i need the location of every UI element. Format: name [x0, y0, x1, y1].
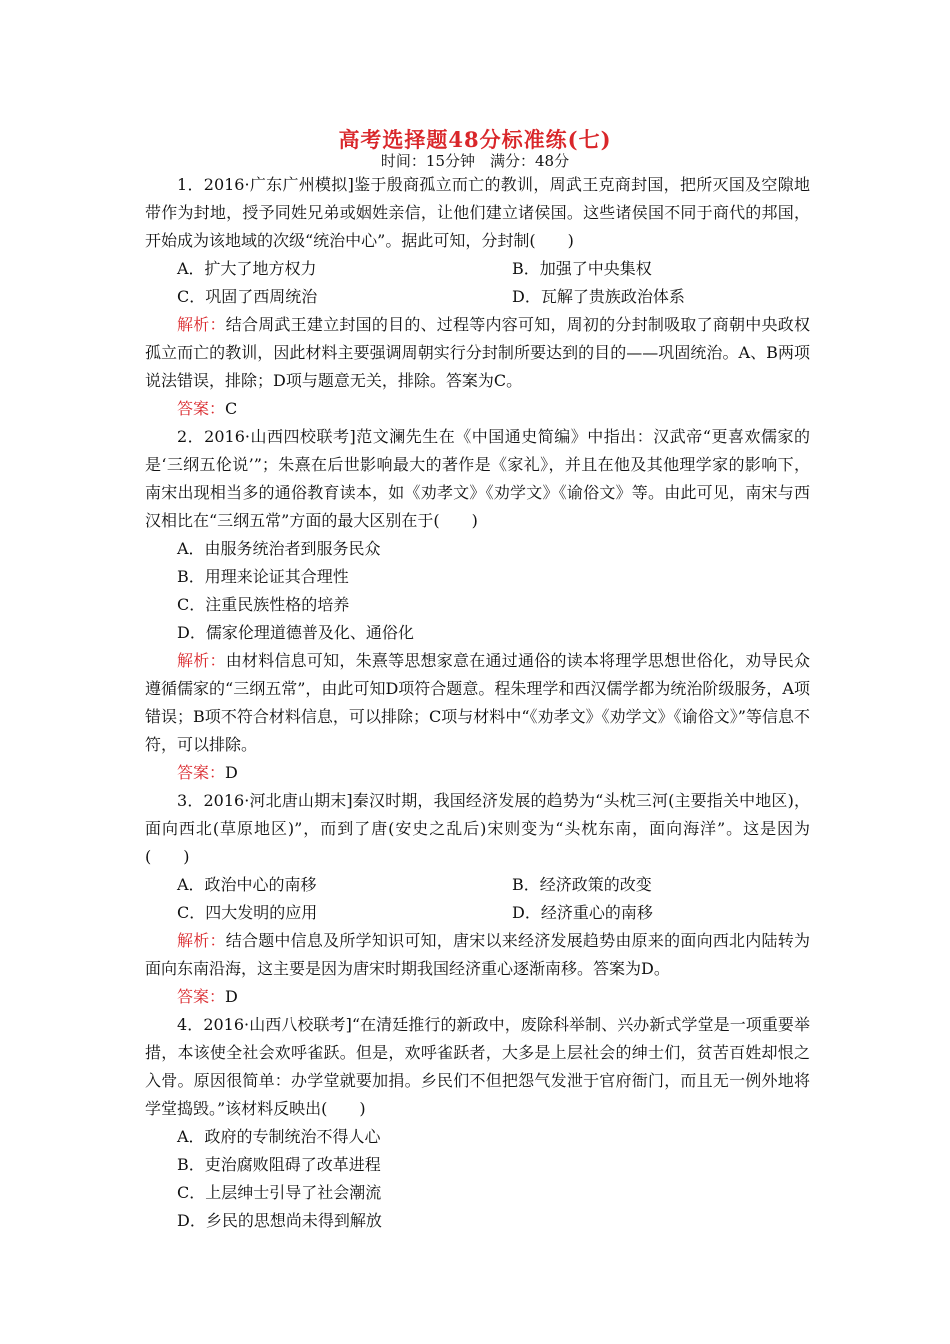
question-2-analysis-label: 解析： — [177, 651, 226, 670]
question-3-option-c: C．四大发明的应用 — [177, 903, 318, 922]
question-3-answer — [145, 983, 810, 1011]
question-3-options-row-2 — [145, 899, 810, 927]
question-2-option-a: A．由服务统治者到服务民众 — [177, 539, 381, 558]
question-4-option-b: B．吏治腐败阻碍了改革进程 — [177, 1155, 381, 1174]
question-1-option-b: B．加强了中央集权 — [512, 259, 652, 278]
question-1-answer — [145, 395, 810, 423]
question-1-options-row-2 — [145, 283, 810, 311]
question-2-analysis-text: 由材料信息可知，朱熹等思想家意在通过通俗的读本将理学思想世俗化，劝导民众遵循儒家的“三纲五常”，由此可知D项符合题意。程朱理学和西汉儒学都为统治阶级服务，A项错误；B项不符合材料信息，可以排除；C项与材料中“《劝孝文》《劝学文》《谕俗文》”等信息不符，可以排除。 — [145, 651, 810, 754]
question-1-stem: 1．2016·广东广州模拟]鉴于殷商孤立而亡的教训，周武王克商封国，把所灭国及空隙地带作为封地，授予同姓兄弟或姻姓亲信，让他们建立诸侯国。这些诸侯国不同于商代的邦国，开始成为该地域的次级“统治中心”。据此可知，分封制( ) — [145, 175, 810, 250]
question-4-option-c: C．上层绅士引导了社会潮流 — [177, 1183, 382, 1202]
question-3-analysis-text: 结合题中信息及所学知识可知，唐宋以来经济发展趋势由原来的面向西北内陆转为面向东南沿海，这主要是因为唐宋时期我国经济重心逐渐南移。答案为D。 — [145, 931, 810, 978]
question-3-option-b: B．经济政策的改变 — [512, 875, 652, 894]
question-3-options-row-1 — [145, 871, 810, 899]
question-4-option-d: D．乡民的思想尚未得到解放 — [177, 1211, 382, 1230]
question-2-option-d: D．儒家伦理道德普及化、通俗化 — [177, 623, 414, 642]
question-1-answer-label: 答案： — [177, 399, 226, 418]
question-3-analysis-label: 解析： — [177, 931, 226, 950]
page-title: 高考选择题48分标准练(七) — [338, 127, 612, 152]
question-2-answer — [145, 759, 810, 787]
question-2-stem: 2．2016·山西四校联考]范文澜先生在《中国通史简编》中指出：汉武帝“更喜欢儒家的是‘三纲五伦说’”；朱熹在后世影响最大的著作是《家礼》，并且在他及其他理学家的影响下，南宋出现相当多的通俗教育读本，如《劝孝文》《劝学文》《谕俗文》等。由此可见，南宋与西汉相比在“三纲五常”方面的最大区别在于( ) — [145, 427, 810, 530]
page-subtitle: 时间：15分钟 满分：48分 — [380, 152, 570, 170]
question-1-options-row-1 — [145, 255, 810, 283]
question-2-answer-value: D — [225, 763, 238, 782]
question-1-analysis-text: 结合周武王建立封国的目的、过程等内容可知，周初的分封制吸取了商朝中央政权孤立而亡的教训，因此材料主要强调周朝实行分封制所要达到的目的——巩固统治。A、B两项说法错误，排除；D项与题意无关，排除。答案为C。 — [145, 315, 810, 390]
question-2-answer-label: 答案： — [177, 763, 226, 782]
question-2-option-b: B．用理来论证其合理性 — [177, 567, 349, 586]
question-3-answer-value: D — [225, 987, 238, 1006]
question-4-option-a: A．政府的专制统治不得人心 — [177, 1127, 381, 1146]
question-1-analysis — [145, 311, 810, 395]
question-2-option-c: C．注重民族性格的培养 — [177, 595, 350, 614]
question-1-option-d: D．瓦解了贵族政治体系 — [512, 287, 685, 306]
question-3-analysis — [145, 927, 810, 983]
question-1-answer-value: C — [225, 399, 238, 418]
question-1-option-a: A．扩大了地方权力 — [177, 259, 317, 278]
question-1-option-c: C．巩固了西周统治 — [177, 287, 318, 306]
document-body — [145, 171, 810, 1235]
question-3-stem: 3．2016·河北唐山期末]秦汉时期，我国经济发展的趋势为“头枕三河(主要指关中地区)，面向西北(草原地区)”，而到了唐(安史之乱后)宋则变为“头枕东南，面向海洋”。这是因为( ) — [145, 791, 810, 866]
question-2-analysis — [145, 647, 810, 759]
question-3-answer-label: 答案： — [177, 987, 226, 1006]
question-4-stem: 4．2016·山西八校联考]“在清廷推行的新政中，废除科举制、兴办新式学堂是一项重要举措，本该使全社会欢呼雀跃。但是，欢呼雀跃者，大多是上层社会的绅士们，贫苦百姓却恨之入骨。原因很简单：办学堂就要加捐。乡民们不但把怨气发泄于官府衙门，而且无一例外地将学堂捣毁。”该材料反映出( ) — [145, 1015, 810, 1118]
question-1-analysis-label: 解析： — [177, 315, 226, 334]
question-3-option-a: A．政治中心的南移 — [177, 875, 317, 894]
question-3-option-d: D．经济重心的南移 — [512, 903, 653, 922]
